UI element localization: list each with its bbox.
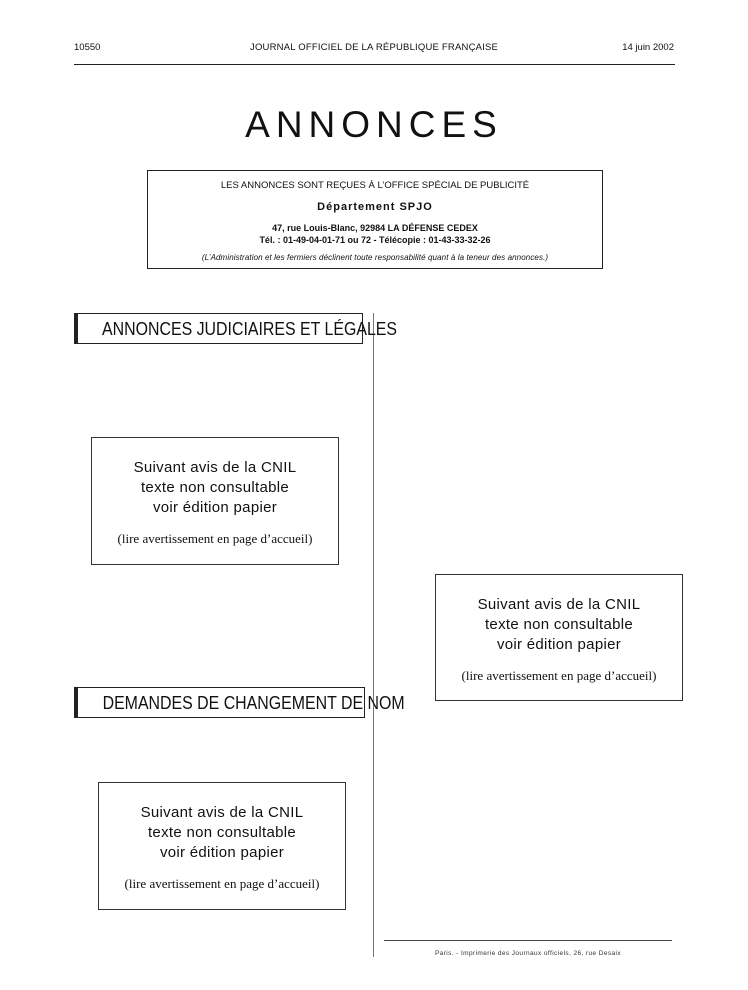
section-heading-judiciaires [74,313,398,344]
info-address: 47, rue Louis-Blanc, 92984 LA DÉFENSE CEDEX [272,223,478,233]
notice-line-1: Suivant avis de la CNIL [477,596,641,613]
notice-line-4: (lire avertissement en page d’accueil) [124,876,320,891]
issue-date: 14 juin 2002 [622,42,674,53]
section-heading-label: ANNONCES JUDICIAIRES ET LÉGALES [102,318,398,339]
journal-title: JOURNAL OFFICIEL DE LA RÉPUBLIQUE FRANÇAISE [250,42,499,53]
notice-line-1: Suivant avis de la CNIL [140,804,304,821]
info-phone: Tél. : 01-49-04-01-71 ou 72 - Télécopie : 01-43-33-32-26 [259,235,491,245]
notice-line-3: voir édition papier [152,499,278,516]
notice-line-1: Suivant avis de la CNIL [133,459,297,476]
notice-line-2: texte non consultable [147,824,297,841]
running-header [74,42,674,56]
header-divider [74,64,675,65]
info-department: Département SPJO [317,201,433,213]
section-heading-label: DEMANDES DE CHANGEMENT DE NOM [102,692,405,713]
section-heading-changement-nom [74,687,405,718]
info-intro: LES ANNONCES SONT REÇUES À L’OFFICE SPÉCIAL DE PUBLICITÉ [220,180,530,191]
notice-line-2: texte non consultable [484,616,634,633]
page-title: ANNONCES [245,104,503,145]
contact-info-box [147,170,603,269]
notice-line-2: texte non consultable [140,479,290,496]
column-divider [373,313,374,957]
cnil-notice-box [91,437,339,565]
printer-imprint: Paris. - Imprimerie des Journaux officiels, 26, rue Desaix [434,950,621,957]
cnil-notice-box [435,574,683,701]
footer-divider [384,940,672,941]
page-number: 10550 [74,42,101,53]
info-disclaimer: (L’Administration et les fermiers déclinent toute responsabilité quant à la teneur des annonces.) [201,253,549,262]
cnil-notice-box [98,782,346,910]
notice-line-4: (lire avertissement en page d’accueil) [117,531,313,546]
notice-line-4: (lire avertissement en page d’accueil) [461,668,657,683]
notice-line-3: voir édition papier [159,844,285,861]
notice-line-3: voir édition papier [496,636,622,653]
